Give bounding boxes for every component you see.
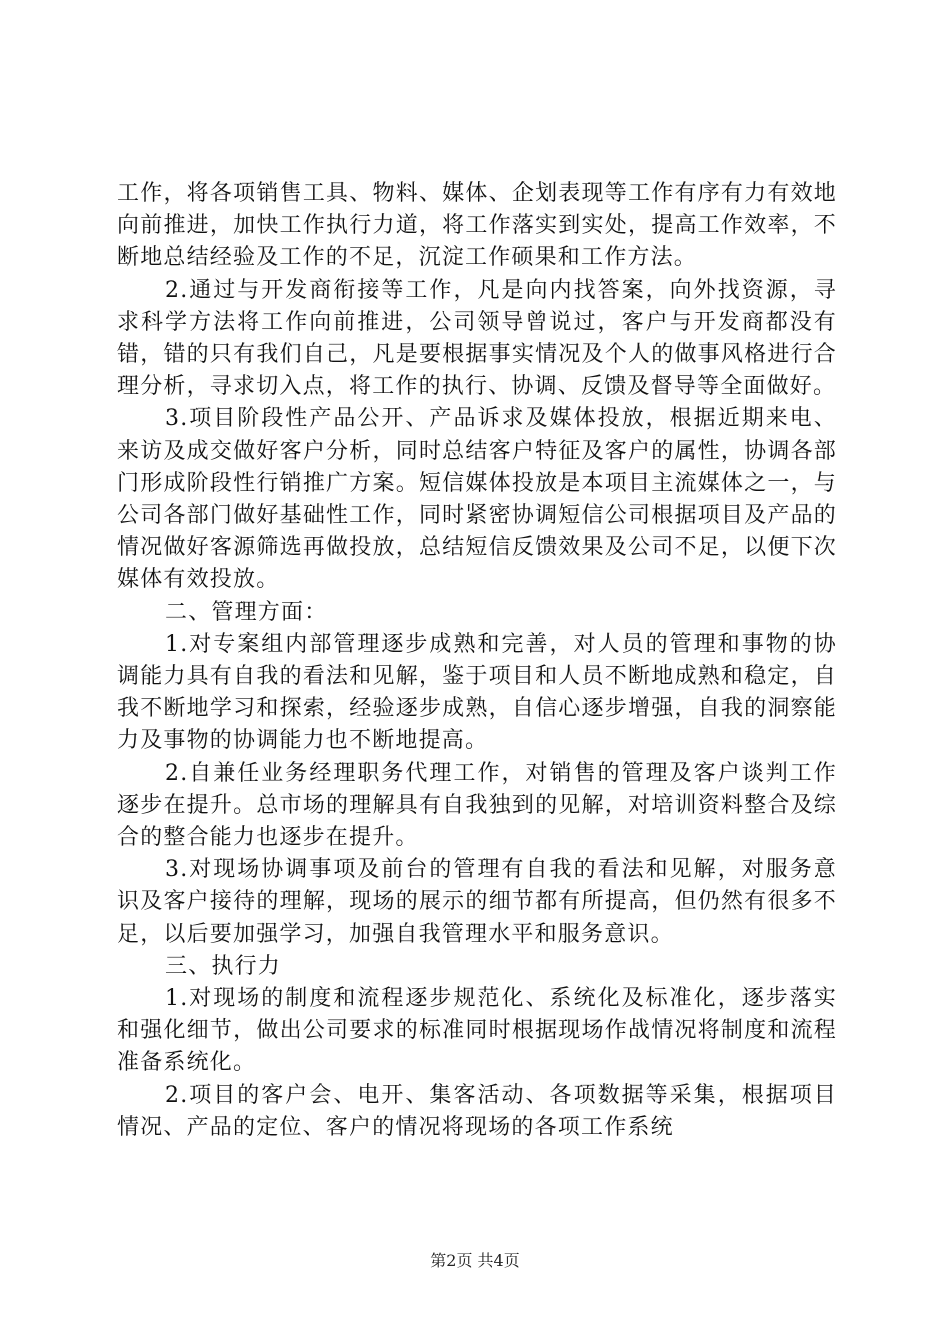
- paragraph-6: 2.自兼任业务经理职务代理工作，对销售的管理及客户谈判工作逐步在提升。总市场的理解具有自我独到的见解，对培训资料整合及综合的整合能力也逐步在提升。: [117, 760, 837, 851]
- paragraph-5: 1.对专案组内部管理逐步成熟和完善，对人员的管理和事物的协调能力具有自我的看法和见解，鉴于项目和人员不断地成熟和稳定，自我不断地学习和探索，经验逐步成熟，自信心逐步增强，自我的洞察能力及事物的协调能力也不断地提高。: [117, 631, 837, 754]
- paragraph-10: 2.项目的客户会、电开、集客活动、各项数据等采集，根据项目情况、产品的定位、客户的情况将现场的各项工作系统: [117, 1082, 837, 1140]
- paragraph-9: 1.对现场的制度和流程逐步规范化、系统化及标准化，逐步落实和强化细节，做出公司要求的标准同时根据现场作战情况将制度和流程准备系统化。: [117, 986, 837, 1076]
- paragraph-3: 3.项目阶段性产品公开、产品诉求及媒体投放，根据近期来电、来访及成交做好客户分析，同时总结客户特征及客户的属性，协调各部门形成阶段性行销推广方案。短信媒体投放是本项目主流媒体之一，与公司各部门做好基础性工作，同时紧密协调短信公司根据项目及产品的情况做好客源筛选再做投放，总结短信反馈效果及公司不足，以便下次媒体有效投放。: [117, 406, 837, 593]
- paragraph-1: 工作，将各项销售工具、物料、媒体、企划表现等工作有序有力有效地向前推进，加快工作执行力道，将工作落实到实处，提高工作效率，不断地总结经验及工作的不足，沉淀工作硕果和工作方法。: [117, 181, 837, 271]
- section-heading-management: 二、管理方面：: [165, 599, 328, 625]
- paragraph-7: 3.对现场协调事项及前台的管理有自我的看法和见解，对服务意识及客户接待的理解，现场的展示的细节都有所提高，但仍然有很多不足，以后要加强学习，加强自我管理水平和服务意识。: [117, 857, 837, 947]
- page-footer: 第2页 共4页: [430, 1251, 520, 1270]
- section-heading-execution: 三、执行力: [165, 953, 282, 979]
- paragraph-2: 2.通过与开发商衔接等工作，凡是向内找答案，向外找资源，寻求科学方法将工作向前推进，公司领导曾说过，客户与开发商都没有错，错的只有我们自己，凡是要根据事实情况及个人的做事风格进行合理分析，寻求切入点，将工作的执行、协调、反馈及督导等全面做好。: [117, 277, 837, 400]
- body-text: [117, 178, 837, 1144]
